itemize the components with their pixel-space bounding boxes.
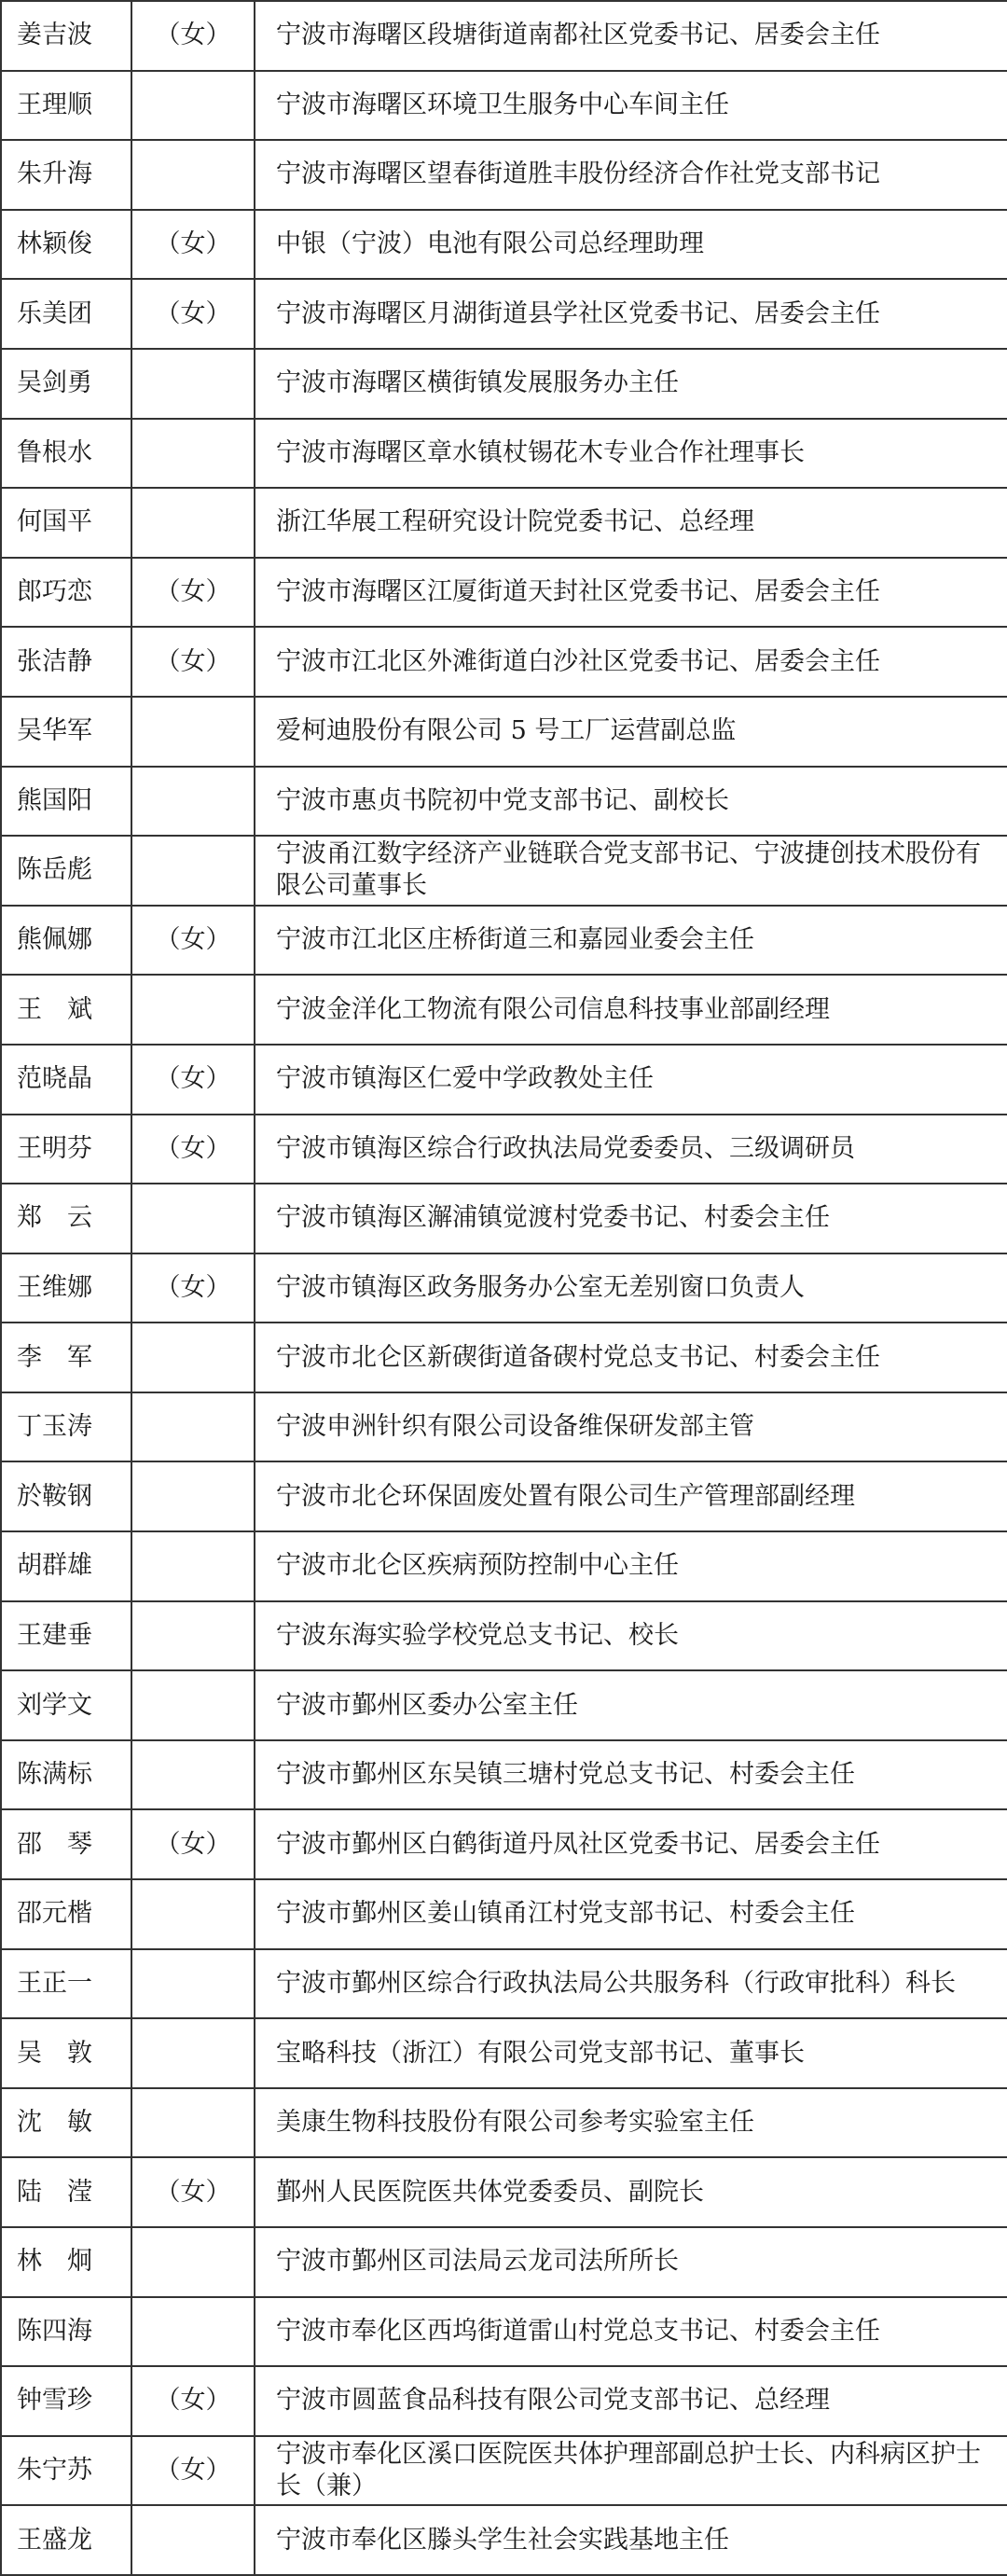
honoree-gender [131, 2505, 255, 2575]
table-row [1, 1601, 1007, 1671]
honoree-title: 宁波市鄞州区白鹤街道丹凤社区党委书记、居委会主任 [255, 1809, 1007, 1879]
honoree-name: 王建垂 [1, 1601, 131, 1671]
honoree-title: 宁波市鄞州区综合行政执法局公共服务科（行政审批科）科长 [255, 1949, 1007, 2019]
table-row [1, 2157, 1007, 2227]
honoree-name: 熊佩娜 [1, 906, 131, 976]
honoree-title: 宁波市海曙区月湖街道县学社区党委书记、居委会主任 [255, 279, 1007, 349]
honoree-title: 宁波市镇海区综合行政执法局党委委员、三级调研员 [255, 1115, 1007, 1184]
honoree-title: 宁波市海曙区章水镇杖锡花木专业合作社理事长 [255, 419, 1007, 489]
honoree-name: 钟雪珍 [1, 2366, 131, 2436]
table-row [1, 71, 1007, 141]
honoree-gender [131, 1531, 255, 1601]
honoree-name: 李 军 [1, 1323, 131, 1392]
honoree-gender [131, 2297, 255, 2367]
honoree-name: 吴华军 [1, 697, 131, 767]
honoree-name: 乐美团 [1, 279, 131, 349]
honoree-title: 宁波市奉化区滕头学生社会实践基地主任 [255, 2505, 1007, 2575]
honoree-title: 宁波市海曙区段塘街道南都社区党委书记、居委会主任 [255, 1, 1007, 71]
honoree-gender [131, 1740, 255, 1810]
honoree-name: 郎巧恋 [1, 558, 131, 628]
honoree-name: 王维娜 [1, 1253, 131, 1323]
honoree-gender [131, 1323, 255, 1392]
honoree-gender [131, 1461, 255, 1531]
honoree-title: 爱柯迪股份有限公司 5 号工厂运营副总监 [255, 697, 1007, 767]
honoree-title: 宁波市镇海区澥浦镇觉渡村党委书记、村委会主任 [255, 1184, 1007, 1253]
honoree-gender: （女） [131, 1, 255, 71]
honoree-title: 宁波市奉化区西坞街道雷山村党总支书记、村委会主任 [255, 2297, 1007, 2367]
honoree-title: 宁波甬江数字经济产业链联合党支部书记、宁波捷创技术股份有限公司董事长 [255, 836, 1007, 906]
honoree-name: 朱宁苏 [1, 2436, 131, 2506]
honoree-gender [131, 1949, 255, 2019]
honoree-title: 宁波市北仑区新碶街道备碶村党总支书记、村委会主任 [255, 1323, 1007, 1392]
honoree-name: 於鞍钢 [1, 1461, 131, 1531]
honoree-gender: （女） [131, 1253, 255, 1323]
honoree-gender: （女） [131, 2366, 255, 2436]
honoree-gender: （女） [131, 210, 255, 280]
honoree-title: 宁波市惠贞书院初中党支部书记、副校长 [255, 767, 1007, 837]
honoree-name: 王盛龙 [1, 2505, 131, 2575]
honoree-name: 陈满标 [1, 1740, 131, 1810]
honoree-title: 宁波申洲针织有限公司设备维保研发部主管 [255, 1392, 1007, 1462]
honoree-name: 胡群雄 [1, 1531, 131, 1601]
table-row [1, 1184, 1007, 1253]
honoree-title: 宁波市海曙区环境卫生服务中心车间主任 [255, 71, 1007, 141]
honoree-title: 美康生物科技股份有限公司参考实验室主任 [255, 2088, 1007, 2158]
table-row [1, 2366, 1007, 2436]
honoree-gender [131, 2227, 255, 2297]
table-row [1, 279, 1007, 349]
honoree-title: 宁波东海实验学校党总支书记、校长 [255, 1601, 1007, 1671]
honoree-name: 王 斌 [1, 975, 131, 1045]
table-row [1, 349, 1007, 419]
table-row [1, 1809, 1007, 1879]
honoree-name: 刘学文 [1, 1670, 131, 1740]
honoree-title: 宁波市鄞州区姜山镇甬江村党支部书记、村委会主任 [255, 1879, 1007, 1949]
honoree-gender: （女） [131, 1115, 255, 1184]
honoree-gender [131, 2088, 255, 2158]
honoree-name: 熊国阳 [1, 767, 131, 837]
honoree-gender [131, 697, 255, 767]
honoree-name: 何国平 [1, 488, 131, 558]
honoree-name: 朱升海 [1, 140, 131, 210]
honoree-title: 浙江华展工程研究设计院党委书记、总经理 [255, 488, 1007, 558]
table-row [1, 1392, 1007, 1462]
table-row [1, 2436, 1007, 2506]
honoree-gender [131, 975, 255, 1045]
table-row [1, 767, 1007, 837]
honoree-title: 宁波市北仑环保固废处置有限公司生产管理部副经理 [255, 1461, 1007, 1531]
honoree-name: 郑 云 [1, 1184, 131, 1253]
honoree-gender [131, 836, 255, 906]
honoree-gender [131, 1392, 255, 1462]
honoree-name: 王正一 [1, 1949, 131, 2019]
table-row [1, 1115, 1007, 1184]
table-row [1, 627, 1007, 697]
honoree-title: 中银（宁波）电池有限公司总经理助理 [255, 210, 1007, 280]
honoree-name: 陈四海 [1, 2297, 131, 2367]
table-row [1, 140, 1007, 210]
honoree-name: 林颖俊 [1, 210, 131, 280]
table-row [1, 1, 1007, 71]
honoree-gender [131, 1879, 255, 1949]
honoree-name: 姜吉波 [1, 1, 131, 71]
honoree-name: 林 炯 [1, 2227, 131, 2297]
honoree-table-body [1, 1, 1007, 2575]
honoree-gender: （女） [131, 1809, 255, 1879]
honoree-title: 宁波市北仑区疾病预防控制中心主任 [255, 1531, 1007, 1601]
honoree-title: 宁波金洋化工物流有限公司信息科技事业部副经理 [255, 975, 1007, 1045]
table-row [1, 1949, 1007, 2019]
honoree-title: 宁波市镇海区仁爱中学政教处主任 [255, 1045, 1007, 1115]
honoree-name: 鲁根水 [1, 419, 131, 489]
table-row [1, 210, 1007, 280]
honoree-gender: （女） [131, 279, 255, 349]
table-row [1, 1461, 1007, 1531]
honoree-title: 宁波市鄞州区东吴镇三塘村党总支书记、村委会主任 [255, 1740, 1007, 1810]
honoree-gender: （女） [131, 2157, 255, 2227]
honoree-name: 王明芬 [1, 1115, 131, 1184]
honoree-name: 张洁静 [1, 627, 131, 697]
table-row [1, 2018, 1007, 2088]
honoree-gender: （女） [131, 906, 255, 976]
honoree-title: 鄞州人民医院医共体党委委员、副院长 [255, 2157, 1007, 2227]
table-row [1, 2227, 1007, 2297]
honoree-name: 范晓晶 [1, 1045, 131, 1115]
table-row [1, 1323, 1007, 1392]
table-row [1, 975, 1007, 1045]
honoree-name: 王理顺 [1, 71, 131, 141]
honoree-gender [131, 419, 255, 489]
honoree-gender [131, 71, 255, 141]
honoree-title: 宝略科技（浙江）有限公司党支部书记、董事长 [255, 2018, 1007, 2088]
honoree-name: 邵 琴 [1, 1809, 131, 1879]
honoree-gender [131, 2018, 255, 2088]
table-row [1, 2088, 1007, 2158]
honoree-title: 宁波市江北区外滩街道白沙社区党委书记、居委会主任 [255, 627, 1007, 697]
table-row [1, 1531, 1007, 1601]
honoree-title: 宁波市鄞州区司法局云龙司法所所长 [255, 2227, 1007, 2297]
honoree-gender [131, 488, 255, 558]
table-row [1, 419, 1007, 489]
honoree-name: 吴剑勇 [1, 349, 131, 419]
honoree-gender [131, 140, 255, 210]
honoree-name: 丁玉涛 [1, 1392, 131, 1462]
honoree-title: 宁波市圆蓝食品科技有限公司党支部书记、总经理 [255, 2366, 1007, 2436]
table-row [1, 1253, 1007, 1323]
honoree-title: 宁波市海曙区望春街道胜丰股份经济合作社党支部书记 [255, 140, 1007, 210]
honoree-name: 邵元楷 [1, 1879, 131, 1949]
honoree-name: 沈 敏 [1, 2088, 131, 2158]
honoree-title: 宁波市江北区庄桥街道三和嘉园业委会主任 [255, 906, 1007, 976]
honoree-gender [131, 1184, 255, 1253]
table-row [1, 1879, 1007, 1949]
honoree-name: 陈岳彪 [1, 836, 131, 906]
table-row [1, 836, 1007, 906]
table-row [1, 1740, 1007, 1810]
honoree-gender [131, 767, 255, 837]
honoree-gender: （女） [131, 2436, 255, 2506]
honoree-title: 宁波市镇海区政务服务办公室无差别窗口负责人 [255, 1253, 1007, 1323]
table-row [1, 906, 1007, 976]
honoree-title: 宁波市奉化区溪口医院医共体护理部副总护士长、内科病区护士长（兼） [255, 2436, 1007, 2506]
honoree-gender: （女） [131, 1045, 255, 1115]
honoree-gender [131, 1601, 255, 1671]
honoree-title: 宁波市海曙区江厦街道天封社区党委书记、居委会主任 [255, 558, 1007, 628]
honoree-gender: （女） [131, 627, 255, 697]
honoree-gender [131, 1670, 255, 1740]
table-row [1, 488, 1007, 558]
honoree-gender: （女） [131, 558, 255, 628]
honoree-name: 陆 滢 [1, 2157, 131, 2227]
table-row [1, 2297, 1007, 2367]
table-row [1, 697, 1007, 767]
table-row [1, 2505, 1007, 2575]
honoree-name: 吴 敦 [1, 2018, 131, 2088]
table-row [1, 558, 1007, 628]
honoree-title: 宁波市海曙区横街镇发展服务办主任 [255, 349, 1007, 419]
table-row [1, 1045, 1007, 1115]
honoree-title: 宁波市鄞州区委办公室主任 [255, 1670, 1007, 1740]
honoree-gender [131, 349, 255, 419]
table-row [1, 1670, 1007, 1740]
